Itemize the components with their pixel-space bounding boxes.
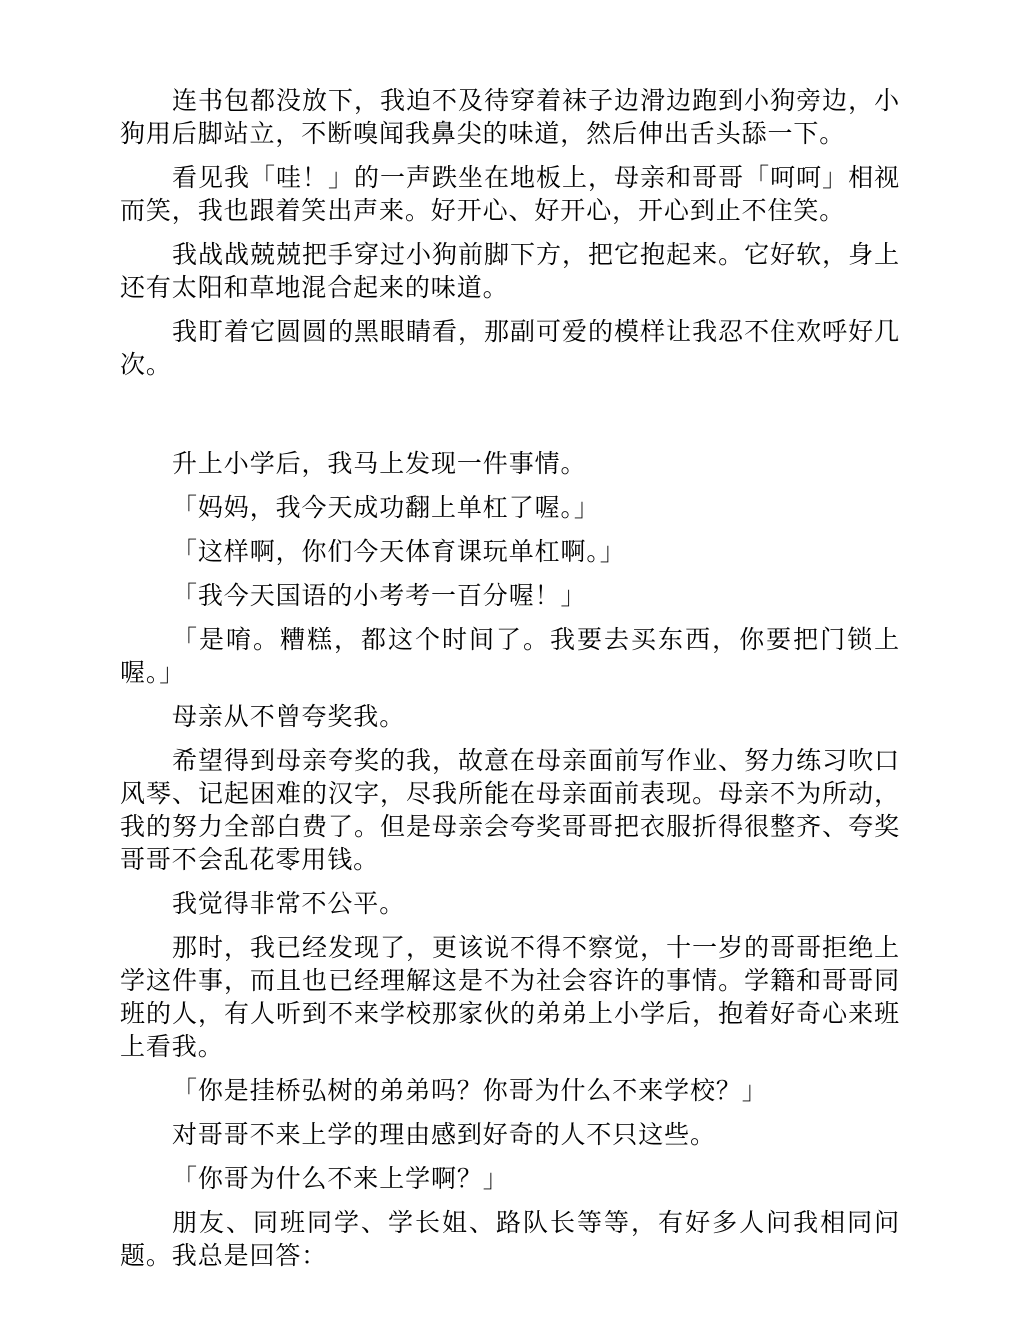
- dialogue-line: 「我今天国语的小考考一百分喔！」: [172, 581, 587, 610]
- paragraph: 我战战兢兢把手穿过小狗前脚下方，把它抱起来。它好软，身上还有太阳和草地混合起来的味道。: [120, 240, 900, 302]
- dialogue-line: 「妈妈，我今天成功翻上单杠了喔。」: [172, 493, 600, 522]
- dialogue-line: 「你是挂桥弘树的弟弟吗？你哥为什么不来学校？」: [172, 1076, 768, 1105]
- dialogue-line: 「这样啊，你们今天体育课玩单杠啊。」: [172, 537, 626, 566]
- paragraph: 母亲从不曾夸奖我。: [172, 702, 406, 731]
- paragraph: 对哥哥不来上学的理由感到好奇的人不只这些。: [172, 1120, 716, 1149]
- paragraph: 看见我「哇！」的一声跌坐在地板上，母亲和哥哥「呵呵」相视而笑，我也跟着笑出声来。好开心、好开心，开心到止不住笑。: [120, 163, 900, 225]
- section-break: [120, 392, 900, 447]
- dialogue-line: 「你哥为什么不来上学啊？」: [172, 1164, 509, 1193]
- paragraph: 希望得到母亲夸奖的我，故意在母亲面前写作业、努力练习吹口风琴、记起困难的汉字，尽我所能在母亲面前表现。母亲不为所动，我的努力全部白费了。但是母亲会夸奖哥哥把衣服折得很整齐、夸奖哥哥不会乱花零用钱。: [120, 746, 900, 874]
- dialogue-line: 「是唷。糟糕，都这个时间了。我要去买东西，你要把门锁上喔。」: [120, 625, 900, 687]
- paragraph: 连书包都没放下，我迫不及待穿着袜子边滑边跑到小狗旁边，小狗用后脚站立，不断嗅闻我鼻尖的味道，然后伸出舌头舔一下。: [120, 86, 900, 148]
- paragraph: 我觉得非常不公平。: [172, 889, 406, 918]
- paragraph: 朋友、同班同学、学长姐、路队长等等，有好多人问我相同问题。我总是回答：: [120, 1208, 900, 1270]
- paragraph: 我盯着它圆圆的黑眼睛看，那副可爱的模样让我忍不住欢呼好几次。: [120, 317, 900, 379]
- document-page: [120, 84, 900, 1283]
- paragraph: 那时，我已经发现了，更该说不得不察觉，十一岁的哥哥拒绝上学这件事，而且也已经理解这是不为社会容许的事情。学籍和哥哥同班的人，有人听到不来学校那家伙的弟弟上小学后，抱着好奇心来班上看我。: [120, 933, 900, 1061]
- paragraph: 升上小学后，我马上发现一件事情。: [172, 449, 587, 478]
